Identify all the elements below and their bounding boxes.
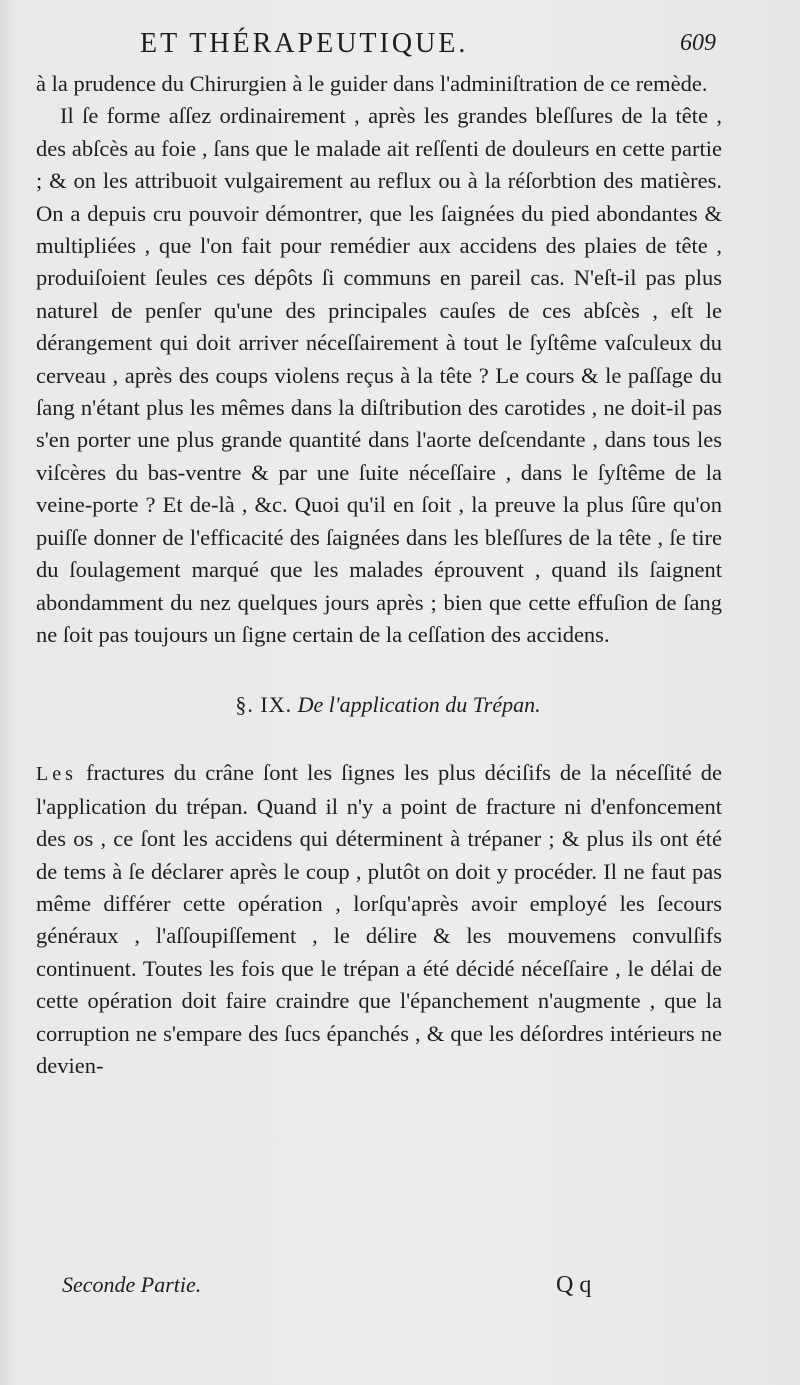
paragraph-abscess — [36, 100, 722, 651]
body-text — [36, 68, 722, 1082]
signature-mark: Seconde Partie. — [62, 1272, 202, 1297]
paragraph-text: Il ſe forme aſſez ordinairement , après les grandes bleſſures de la tête , des abſcès au foie , ſans que le malade ait reſſenti de douleurs en cette partie ; & on les attribuoit vulgairement au reflux ou à la réſorbtion des matières. On a depuis cru pouvoir démontrer, que les ſaignées du pied abondantes & multipliées , que l'on fait pour remédier aux accidens des plaies de tête , produiſoient ſeules ces dépôts ſi communs en pareil cas. N'eſt-il pas plus naturel de penſer qu'une des principales cauſes de ces abſcès , eſt le dérangement qui doit arriver néceſſairement à tout le ſyſtême vaſculeux du cerveau , après des coups violens reçus à la tête ? Le cours & le paſſage du ſang n'étant plus les mêmes dans la diſtribution des carotides , ne doit-il pas s'en porter une plus grande quantité dans l'aorte deſcendante , dans tous les viſcères du bas-ventre & par une ſuite néceſſaire , dans le ſyſtême de la veine-porte ? Et de-là , &c. Quoi qu'il en ſoit , la preuve la plus ſûre qu'on puiſſe donner de l'efficacité des ſaignées dans les bleſſures de la tête , ſe tire du ſoulagement marqué que les malades éprouvent , quand ils ſaignent abondamment du nez quelques jours après ; bien que cette effuſion de ſang ne ſoit pas toujours un ſigne certain de la ceſſation des accidens. — [36, 103, 722, 647]
page-header — [0, 28, 800, 68]
section-title: De l'application du Trépan. — [297, 692, 541, 718]
paragraph-text — [36, 757, 722, 1082]
page-footer — [0, 1272, 800, 1312]
section-number: §. IX. — [235, 692, 293, 718]
paragraph-trepan — [36, 757, 722, 1082]
paragraph-text: à la prudence du Chirurgien à le guider dans l'adminiſtration de ce remède. — [36, 71, 708, 96]
section-heading — [36, 689, 722, 721]
paragraph-continuation — [36, 68, 722, 100]
lead-word: Les — [36, 763, 77, 786]
paragraph-body: fractures du crâne ſont les ſignes les plus déciſifs de la néceſſité de l'application du trépan. Quand il n'y a point de fracture ni d'enfoncement des os , ce ſont les accidens qui déterminent à trépaner ; & plus ils ont été de tems à ſe déclarer après le coup , plutôt on doit y procéder. Il ne faut pas même différer cette opération , lorſqu'après avoir employé les ſecours généraux , l'aſſoupiſſement , le délire & les mouvemens convulſifs continuent. Toutes les fois que le trépan a été décidé néceſſaire , le délai de cette opération doit faire craindre que l'épanchement n'augmente , que la corruption ne s'empare des ſucs épanchés , & que les déſordres intérieurs ne devien- — [36, 760, 723, 1078]
signature-letters: Q q — [556, 1272, 592, 1298]
page-number: 609 — [680, 30, 716, 56]
running-title: ET THÉRAPEUTIQUE. — [140, 28, 469, 59]
